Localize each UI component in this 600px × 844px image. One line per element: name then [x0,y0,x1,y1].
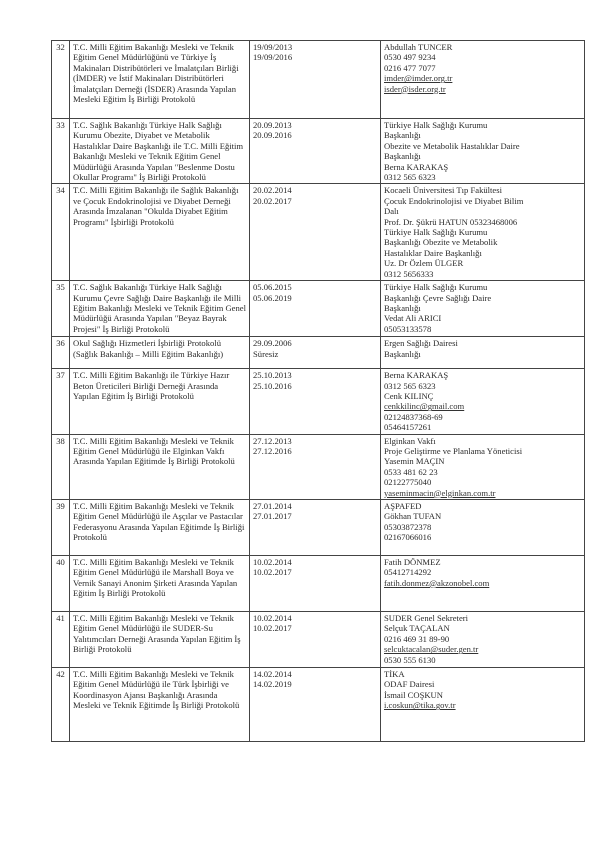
end-date: 25.10.2016 [253,380,292,391]
contact-line: ODAF Dairesi [384,679,435,690]
table-row [52,41,585,119]
protocol-title: T.C. Milli Eğitim Bakanlığı Mesleki ve Teknik Eğitim Genel Müdürlüğü ile Türk İşbirliği ve Koordinasyon Ajansı Başkanlığı Arasında Mesleki ve Teknik Eğitimde İş Birliği Protokolü [70,667,250,741]
contact-line: Abdullah TUNCER [384,42,453,52]
contact-info [381,337,585,369]
contact-line: Berna KARAKAŞ [384,161,449,172]
protocol-title: T.C. Milli Eğitim Bakanlığı Mesleki ve Teknik Eğitim Genel Müdürlüğü ile Aşçılar ve Pastacılar Federasyonu Arasında Yapılan Eğitimde İş Birliği Protokolü [70,499,250,555]
protocol-dates [250,281,381,337]
contact-line: Türkiye Halk Sağlığı Kurumu [384,227,488,238]
start-date: 19/09/2013 [253,42,293,52]
contact-line: 05303872378 [384,521,432,532]
contact-line: Dalı [384,206,399,217]
contact-line: TİKA [384,668,405,679]
protocol-title: T.C. Milli Eğitim Bakanlığı ile Türkiye Hazır Beton Üreticileri Birliği Derneği Arasında Yapılan Eğitim İş Birliği Protokolü [70,369,250,434]
contact-info [381,184,585,281]
start-date: 10.02.2014 [253,612,292,623]
start-date: 20.02.2014 [253,185,292,196]
contact-line: Yasemin MAÇIN [384,456,445,467]
contact-email[interactable]: yaseminmacin@elginkan.com.tr [384,487,496,498]
contact-info [381,667,585,741]
protocol-title: T.C. Sağlık Bakanlığı Türkiye Halk Sağlığı Kurumu Çevre Sağlığı Daire Başkanlığı ile Milli Eğitim Bakanlığı Mesleki ve Teknik Eğitim Genel Müdürlüğü Arasında Yapılan "Beyaz Bayrak Projesi" İş Birliği Protokolü [70,281,250,337]
contact-line: Fatih DÖNMEZ [384,556,441,567]
end-date: 19/09/2016 [253,52,293,63]
protocol-dates [250,337,381,369]
contact-line: Başkanlığı [384,348,421,359]
contact-line: Prof. Dr. Şükrü HATUN 05323468006 [384,216,518,227]
row-number: 42 [52,667,70,741]
protocol-dates [250,555,381,611]
contact-line: Kocaeli Üniversitesi Tıp Fakültesi [384,185,502,196]
contact-line: Çocuk Endokrinolojisi ve Diyabet Bilim [384,195,524,206]
contact-line: Vedat Ali ARICI [384,313,442,324]
start-date: 14.02.2014 [253,668,292,679]
row-number: 41 [52,611,70,667]
contact-info [381,281,585,337]
contact-line: 0530 555 6130 [384,654,436,665]
start-date: 10.02.2014 [253,556,292,567]
contact-line: 0312 5656333 [384,268,434,279]
contact-email[interactable]: imder@imder.org.tr [384,73,453,84]
contact-email[interactable]: i.coskun@tika.gov.tr [384,700,456,711]
contact-info [381,555,585,611]
contact-line: 05464157261 [384,422,432,433]
protocol-dates [250,119,381,184]
row-number: 35 [52,281,70,337]
protocol-dates [250,499,381,555]
row-number: 34 [52,184,70,281]
protocols-table [51,40,585,742]
protocol-dates [250,667,381,741]
start-date: 27.01.2014 [253,500,292,511]
contact-line: 0312 565 6323 [384,380,436,391]
row-number: 32 [52,41,70,119]
start-date: 25.10.2013 [253,370,292,381]
contact-line: 0216 477 7077 [384,62,436,73]
contact-line: Başkanlığı [384,302,421,313]
contact-line: 05053133578 [384,323,432,334]
row-number: 36 [52,337,70,369]
start-date: 05.06.2015 [253,282,292,293]
contact-info [381,369,585,434]
contact-line: Uz. Dr Özlem ÜLGER [384,258,464,269]
row-number: 33 [52,119,70,184]
protocol-title: T.C. Milli Eğitim Bakanlığı ile Sağlık Bakanlığı ve Çocuk Endokrinolojisi ve Diyabet Derneği Arasında İmzalanan "Okulda Diyabet Eğitim Programı" İşbirliği Protokolü [70,184,250,281]
end-date: 20.02.2017 [253,195,292,206]
table-row [52,434,585,499]
contact-line: 0533 481 62 23 [384,466,438,477]
protocol-title: T.C. Milli Eğitim Bakanlığı Mesleki ve Teknik Eğitim Genel Müdürlüğü ile Elginkan Vakfı Arasında Yapılan Eğitimde İş Birliği Protokolü [70,434,250,499]
contact-line: 0530 497 9234 [384,52,436,63]
table-row [52,667,585,741]
end-date: Süresiz [253,348,279,359]
contact-line: AŞPAFED [384,500,422,511]
contact-line: 02122775040 [384,477,432,488]
table-row [52,184,585,281]
contact-line: Elginkan Vakfı [384,435,436,446]
contact-info [381,119,585,184]
protocol-title: T.C. Sağlık Bakanlığı Türkiye Halk Sağlığı Kurumu Obezite, Diyabet ve Metabolik Hastalıklar Daire Başkanlığı ile T.C. Milli Eğitim Bakanlığı Mesleki ve Teknik Eğitim Genel Müdürlüğü Arasında Yapılan "Beslenme Dostu Okullar Programı" İş Birliği Protokolü [70,119,250,184]
protocol-title: T.C. Milli Eğitim Bakanlığı Mesleki ve Teknik Eğitim Genel Müdürlüğünü ve Türkiye İş Makinaları Distribütörleri ve İmalatçıları Birliği (İMDER) ve İstif Makinaları Distribütörleri İmalatçıları Derneği (İSDER) Arasında Yapılan Mesleki Eğitim İş Birliği Protokolü [70,41,250,119]
contact-line: Cenk KILINÇ [384,390,434,401]
table-row [52,119,585,184]
protocol-title: T.C. Milli Eğitim Bakanlığı Mesleki ve Teknik Eğitim Genel Müdürlüğü ile SUDER-Su Yalıtımcıları Derneği Arasında Yapılan Eğitim İş Birliği Protokolü [70,611,250,667]
end-date: 05.06.2019 [253,292,292,303]
table-row [52,555,585,611]
row-number: 39 [52,499,70,555]
contact-line: Türkiye Halk Sağlığı Kurumu [384,282,488,293]
contact-info [381,434,585,499]
contact-line: Başkanlığı [384,151,421,162]
contact-info [381,611,585,667]
contact-email[interactable]: selcuktacalan@suder.gen.tr [384,644,479,655]
start-date: 20.09.2013 [253,120,292,130]
protocol-dates [250,434,381,499]
start-date: 27.12.2013 [253,435,292,446]
table-row [52,369,585,434]
contact-email[interactable]: cenkkilinc@gmail.com [384,401,465,412]
contact-line: Türkiye Halk Sağlığı Kurumu [384,120,488,130]
row-number: 38 [52,434,70,499]
protocol-dates [250,184,381,281]
contact-line: 05412714292 [384,567,432,578]
contact-line: SUDER Genel Sekreteri [384,612,469,623]
contact-email[interactable]: fatih.donmez@akzonobel.com [384,577,490,588]
contact-line: Hastalıklar Daire Başkanlığı [384,247,482,258]
table-row [52,281,585,337]
end-date: 10.02.2017 [253,623,292,634]
table-row [52,611,585,667]
contact-line: Proje Geliştirme ve Planlama Yöneticisi [384,445,523,456]
contact-line: Obezite ve Metabolik Hastalıklar Daire [384,140,520,151]
end-date: 20.09.2016 [253,130,292,141]
protocol-dates [250,369,381,434]
table-row [52,499,585,555]
end-date: 14.02.2019 [253,679,292,690]
end-date: 10.02.2017 [253,567,292,578]
contact-email[interactable]: isder@isder.org.tr [384,83,446,94]
protocol-dates [250,611,381,667]
start-date: 29.09.2006 [253,338,292,349]
row-number: 40 [52,555,70,611]
end-date: 27.12.2016 [253,445,292,456]
table-body [52,41,585,742]
row-number: 37 [52,369,70,434]
protocol-title: Okul Sağlığı Hizmetleri İşbirliği Protokolü (Sağlık Bakanlığı – Milli Eğitim Bakanlığı) [70,337,250,369]
protocol-title: T.C. Milli Eğitim Bakanlığı Mesleki ve Teknik Eğitim Genel Müdürlüğü ile Marshall Boya ve Vernik Sanayi Anonim Şirketi Arasında Yapılan Eğitim İş Birliği Protokolü [70,555,250,611]
contact-info [381,41,585,119]
contact-line: 02124837368-69 [384,411,443,422]
contact-line: Berna KARAKAŞ [384,370,449,381]
end-date: 27.01.2017 [253,511,292,522]
contact-line: 0312 565 6323 [384,172,436,183]
contact-line: 02167066016 [384,532,432,543]
contact-line: İsmail COŞKUN [384,689,443,700]
contact-line: 0216 469 31 89-90 [384,633,450,644]
contact-line: Ergen Sağlığı Dairesi [384,338,458,349]
protocol-dates [250,41,381,119]
contact-line: Başkanlığı [384,130,421,141]
contact-line: Başkanlığı Obezite ve Metabolik [384,237,498,248]
contact-line: Gökhan TUFAN [384,511,442,522]
contact-info [381,499,585,555]
contact-line: Selçuk TAÇALAN [384,623,450,634]
table-row [52,337,585,369]
contact-line: Başkanlığı Çevre Sağlığı Daire [384,292,492,303]
